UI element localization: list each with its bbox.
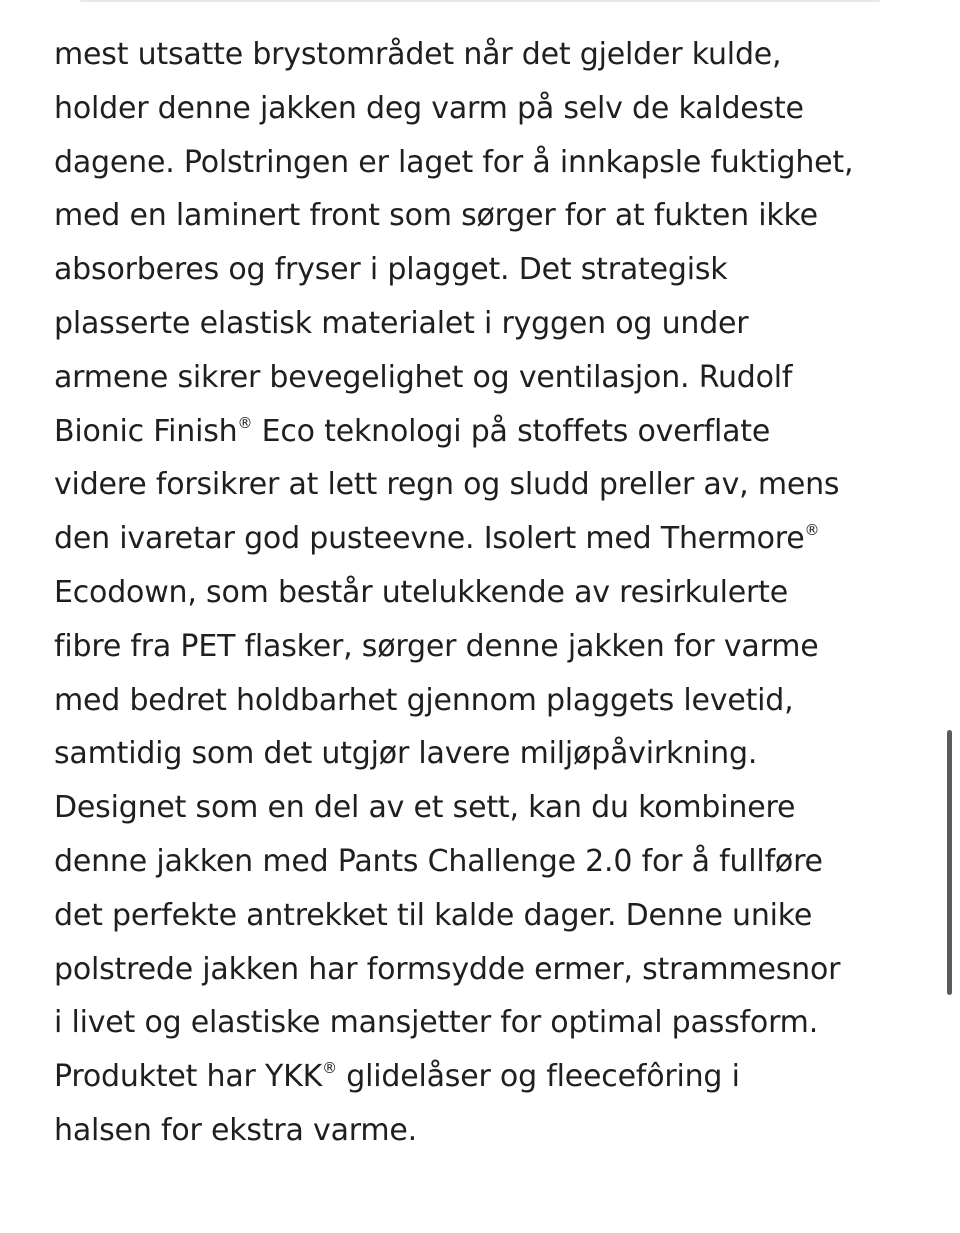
description-line — [54, 405, 934, 459]
description-text-fragment: glidelåser og fleecefôring i — [336, 1059, 740, 1095]
vertical-scrollbar-thumb[interactable] — [947, 730, 952, 995]
description-line: plasserte elastisk materialet i ryggen og under — [54, 305, 749, 341]
description-line: i livet og elastiske mansjetter for optimal passform. — [54, 1005, 819, 1041]
description-text-fragment: den ivaretar god pusteevne. Isolert med Thermore — [54, 521, 805, 557]
description-line — [54, 1050, 934, 1104]
description-line: denne jakken med Pants Challenge 2.0 for å fullføre — [54, 843, 823, 879]
description-line: holder denne jakken deg varm på selv de kaldeste — [54, 90, 804, 126]
registered-mark: ® — [322, 1059, 337, 1078]
description-line: armene sikrer bevegelighet og ventilasjon. Rudolf — [54, 359, 793, 395]
description-text-fragment: Produktet har YKK — [54, 1059, 323, 1095]
description-line: polstrede jakken har formsydde ermer, strammesnor — [54, 951, 841, 987]
product-description-text — [54, 28, 934, 1158]
description-line: mest utsatte brystområdet når det gjelder kulde, — [54, 37, 782, 72]
registered-mark: ® — [237, 413, 253, 432]
description-line: halsen for ekstra varme. — [54, 1112, 417, 1148]
description-line: Ecodown, som består utelukkende av resirkulerte — [54, 574, 788, 610]
description-line: videre forsikrer at lett regn og sludd preller av, mens — [54, 467, 840, 503]
description-line: dagene. Polstringen er laget for å innkapsle fuktighet, — [54, 144, 854, 180]
description-line: med bedret holdbarhet gjennom plaggets levetid, — [54, 682, 794, 718]
description-text-fragment: Bionic Finish — [54, 413, 238, 449]
description-line — [54, 512, 934, 566]
registered-mark: ® — [804, 521, 820, 540]
description-line: samtidig som det utgjør lavere miljøpåvirkning. — [54, 736, 758, 772]
description-line: det perfekte antrekket til kalde dager. Denne unike — [54, 897, 813, 933]
description-line: fibre fra PET flasker, sørger denne jakken for varme — [54, 628, 819, 664]
description-line: absorberes og fryser i plagget. Det strategisk — [54, 252, 728, 288]
description-text-fragment: Eco teknologi på stoffets overflate — [252, 413, 771, 449]
description-line: Designet som en del av et sett, kan du kombinere — [54, 790, 796, 826]
description-line: med en laminert front som sørger for at fukten ikke — [54, 198, 818, 234]
top-edge-divider — [80, 0, 880, 2]
